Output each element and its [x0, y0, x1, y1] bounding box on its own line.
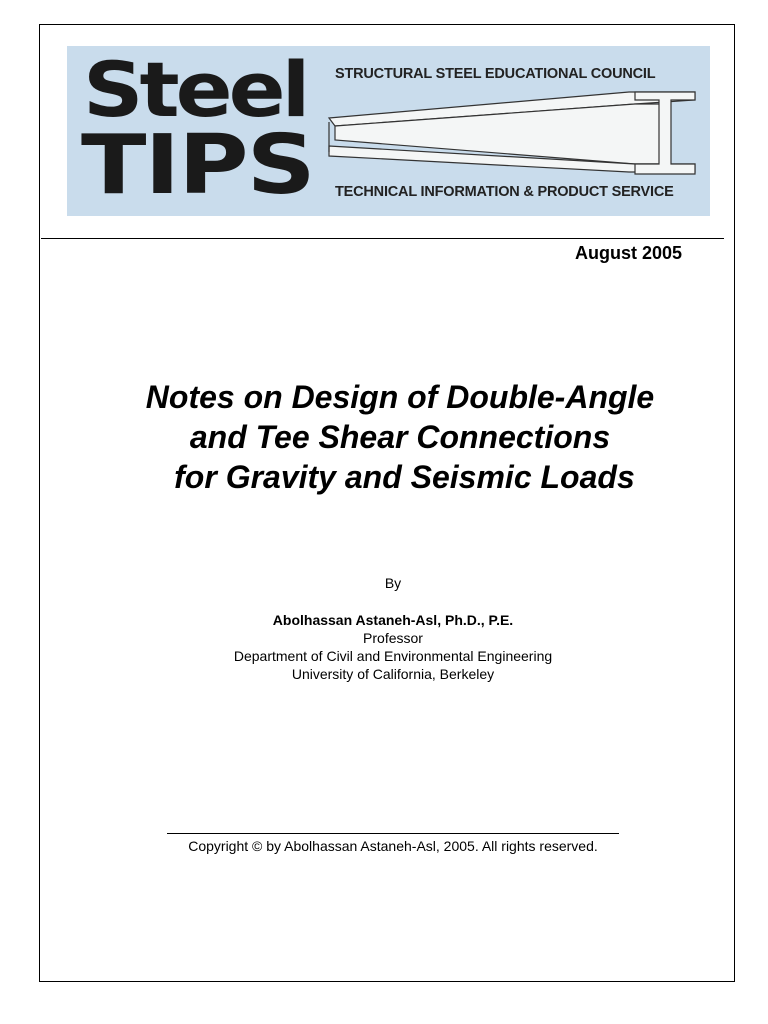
author-position: Professor — [363, 630, 423, 646]
author-university: University of California, Berkeley — [291, 666, 495, 682]
i-beam-icon — [67, 46, 710, 216]
council-name: STRUCTURAL STEEL EDUCATIONAL COUNCIL — [335, 66, 656, 82]
copyright-rule — [167, 833, 619, 834]
title-line: for Gravity and Seismic Loads — [165, 459, 635, 495]
header-rule — [41, 238, 724, 239]
author-block — [0, 611, 768, 683]
logo-steel-text: Steel — [83, 46, 307, 134]
steel-tips-banner — [67, 46, 710, 216]
copyright-notice: Copyright © by Abolhassan Astaneh-Asl, 2005. All rights reserved. — [188, 838, 598, 854]
author-name: Abolhassan Astaneh-Asl, Ph.D., P.E. — [272, 612, 514, 628]
logo-tips-text: TIPS — [81, 117, 314, 213]
title-line: and Tee Shear Connections — [189, 419, 611, 455]
document-title — [0, 377, 768, 497]
publication-date: August 2005 — [574, 243, 682, 263]
service-name: TECHNICAL INFORMATION & PRODUCT SERVICE — [335, 184, 674, 200]
author-department: Department of Civil and Environmental Engineering — [233, 648, 553, 664]
title-line: Notes on Design of Double-Angle — [145, 379, 655, 415]
by-label: By — [384, 575, 402, 591]
